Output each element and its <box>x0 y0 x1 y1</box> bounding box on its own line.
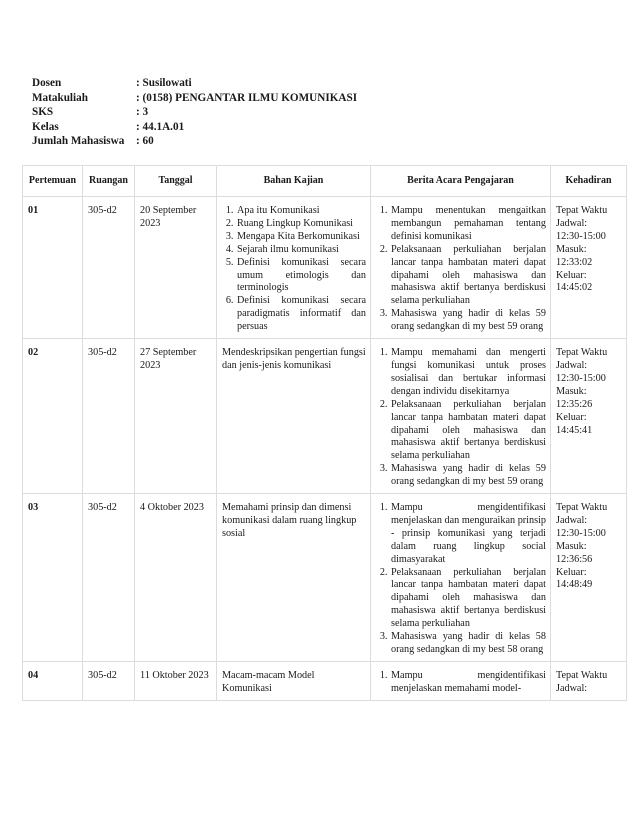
table-row <box>23 661 627 700</box>
berita-list <box>376 347 546 489</box>
list-item: 3. Mahasiswa yang hadir di kelas 59 orang sedangkan di my best 59 orang <box>390 308 546 334</box>
keluar-label: Keluar: <box>556 269 587 281</box>
list-item: 1. Mampu mengidentifikasi menjelaskan dan menguraikan prinsip - prinsip komunikasi yang terjadi dalam ruang lingkup social dimasyarakat <box>390 502 546 567</box>
tanggal-cell: 27 September 2023 <box>135 339 217 494</box>
matakuliah-row <box>32 91 357 106</box>
matakuliah-label: Matakuliah <box>32 91 88 104</box>
bahan-kajian-cell <box>217 197 371 339</box>
list-item: 6. Definisi komunikasi secara paradigmatis informatif dan persuas <box>236 295 366 334</box>
col-berita-acara: Berita Acara Pengajaran <box>371 166 551 197</box>
dosen-row <box>32 76 357 91</box>
berita-list <box>376 502 546 657</box>
table-row <box>23 197 627 339</box>
list-item: 1. Apa itu Komunikasi <box>236 205 366 218</box>
ruangan-cell: 305-d2 <box>83 197 135 339</box>
berita-acara-cell <box>371 661 551 700</box>
pertemuan-cell: 03 <box>23 494 83 662</box>
berita-acara-cell <box>371 494 551 662</box>
keluar-label: Keluar: <box>556 411 587 423</box>
masuk-label: Masuk: <box>556 243 587 255</box>
attendance-table <box>22 165 627 701</box>
table-row <box>23 339 627 494</box>
ruangan-cell: 305-d2 <box>83 661 135 700</box>
dosen-value: : Susilowati <box>136 77 192 89</box>
jumlah-row <box>32 134 357 149</box>
tanggal-cell: 11 Oktober 2023 <box>135 661 217 700</box>
list-item: 5. Definisi komunikasi secara umum etimologis dan terminologis <box>236 257 366 296</box>
keluar-value: 14:45:41 <box>556 424 593 436</box>
list-item: 1. Mampu menentukan mengaitkan membangun pemahaman tentang definisi komunikasi <box>390 205 546 244</box>
kelas-value: : 44.1A.01 <box>136 120 185 133</box>
sks-row <box>32 105 357 120</box>
kehadiran-cell <box>551 661 627 700</box>
kehadiran-status: Tepat Waktu <box>556 669 608 681</box>
bahan-kajian-cell: Memahami prinsip dan dimensi komunikasi dalam ruang lingkup sosial <box>217 494 371 662</box>
kajian-list <box>222 205 366 334</box>
keluar-value: 14:45:02 <box>556 282 593 294</box>
col-pertemuan: Pertemuan <box>23 166 83 197</box>
col-kehadiran: Kehadiran <box>551 166 627 197</box>
kehadiran-cell <box>551 339 627 494</box>
bahan-kajian-cell: Mendeskripsikan pengertian fungsi dan jenis-jenis komunikasi <box>217 339 371 494</box>
berita-acara-cell <box>371 339 551 494</box>
jadwal-value: 12:30-15:00 <box>556 230 606 242</box>
kehadiran-status: Tepat Waktu <box>556 205 608 216</box>
masuk-label: Masuk: <box>556 385 587 397</box>
list-item: 2. Pelaksanaan perkuliahan berjalan lancar tanpa hambatan materi dapat dipahami oleh mahasiswa dan mahasiswa aktif bertanya berdiskusi selama perkuliahan <box>390 399 546 464</box>
table-row <box>23 494 627 662</box>
jadwal-label: Jadwal: <box>556 514 588 526</box>
berita-list <box>376 670 546 696</box>
keluar-value: 14:48:49 <box>556 579 593 591</box>
sks-value: : 3 <box>136 106 149 119</box>
dosen-label: Dosen <box>32 77 62 89</box>
berita-acara-cell <box>371 197 551 339</box>
tanggal-cell: 4 Oktober 2023 <box>135 494 217 662</box>
jadwal-label: Jadwal: <box>556 359 588 371</box>
list-item: 2. Pelaksanaan perkuliahan berjalan lancar tanpa hambatan materi dapat dipahami oleh mahasiswa dan mahasiswa aktif bertanya berdiskusi selama perkuliahan <box>390 244 546 309</box>
col-tanggal: Tanggal <box>135 166 217 197</box>
kelas-row <box>32 120 357 135</box>
masuk-value: 12:33:02 <box>556 256 593 268</box>
berita-list <box>376 205 546 334</box>
jumlah-label: Jumlah Mahasiswa <box>32 135 125 148</box>
ruangan-cell: 305-d2 <box>83 339 135 494</box>
list-item: 3. Mengapa Kita Berkomunikasi <box>236 231 366 244</box>
list-item: 2. Ruang Lingkup Komunikasi <box>236 218 366 231</box>
list-item: 3. Mahasiswa yang hadir di kelas 59 orang sedangkan di my best 59 orang <box>390 463 546 489</box>
kehadiran-status: Tepat Waktu <box>556 502 608 514</box>
masuk-label: Masuk: <box>556 540 587 552</box>
kehadiran-cell <box>551 494 627 662</box>
sks-label: SKS <box>32 106 54 119</box>
course-header <box>32 76 357 149</box>
jumlah-value: : 60 <box>136 135 154 148</box>
col-ruangan: Ruangan <box>83 166 135 197</box>
kehadiran-cell <box>551 197 627 339</box>
keluar-label: Keluar: <box>556 566 587 578</box>
masuk-value: 12:35:26 <box>556 398 593 410</box>
jadwal-label: Jadwal: <box>556 682 588 694</box>
pertemuan-cell: 02 <box>23 339 83 494</box>
kelas-label: Kelas <box>32 120 59 133</box>
matakuliah-value: : (0158) PENGANTAR ILMU KOMUNIKASI <box>136 91 358 104</box>
ruangan-cell: 305-d2 <box>83 494 135 662</box>
table-header-row <box>23 166 627 197</box>
jadwal-value: 12:30-15:00 <box>556 527 606 539</box>
pertemuan-cell: 04 <box>23 661 83 700</box>
pertemuan-cell: 01 <box>23 197 83 339</box>
col-bahan-kajian: Bahan Kajian <box>217 166 371 197</box>
tanggal-cell: 20 September 2023 <box>135 197 217 339</box>
list-item: 4. Sejarah ilmu komunikasi <box>236 244 366 257</box>
masuk-value: 12:36:56 <box>556 553 593 565</box>
list-item: 1. Mampu memahami dan mengerti fungsi komunikasi untuk proses sosialisai dan bertukar informasi dengan individu disekitarnya <box>390 347 546 399</box>
jadwal-value: 12:30-15:00 <box>556 372 606 384</box>
jadwal-label: Jadwal: <box>556 217 588 229</box>
list-item: 3. Mahasiswa yang hadir di kelas 58 orang sedangkan di my best 58 orang <box>390 631 546 657</box>
bahan-kajian-cell: Macam-macam Model Komunikasi <box>217 661 371 700</box>
list-item: 1. Mampu mengidentifikasi menjelaskan memahami model- <box>390 670 546 696</box>
kehadiran-status: Tepat Waktu <box>556 347 608 359</box>
list-item: 2. Pelaksanaan perkuliahan berjalan lancar tanpa hambatan materi dapat dipahami oleh mahasiswa dan mahasiswa aktif bertanya berdiskusi selama perkuliahan <box>390 567 546 632</box>
